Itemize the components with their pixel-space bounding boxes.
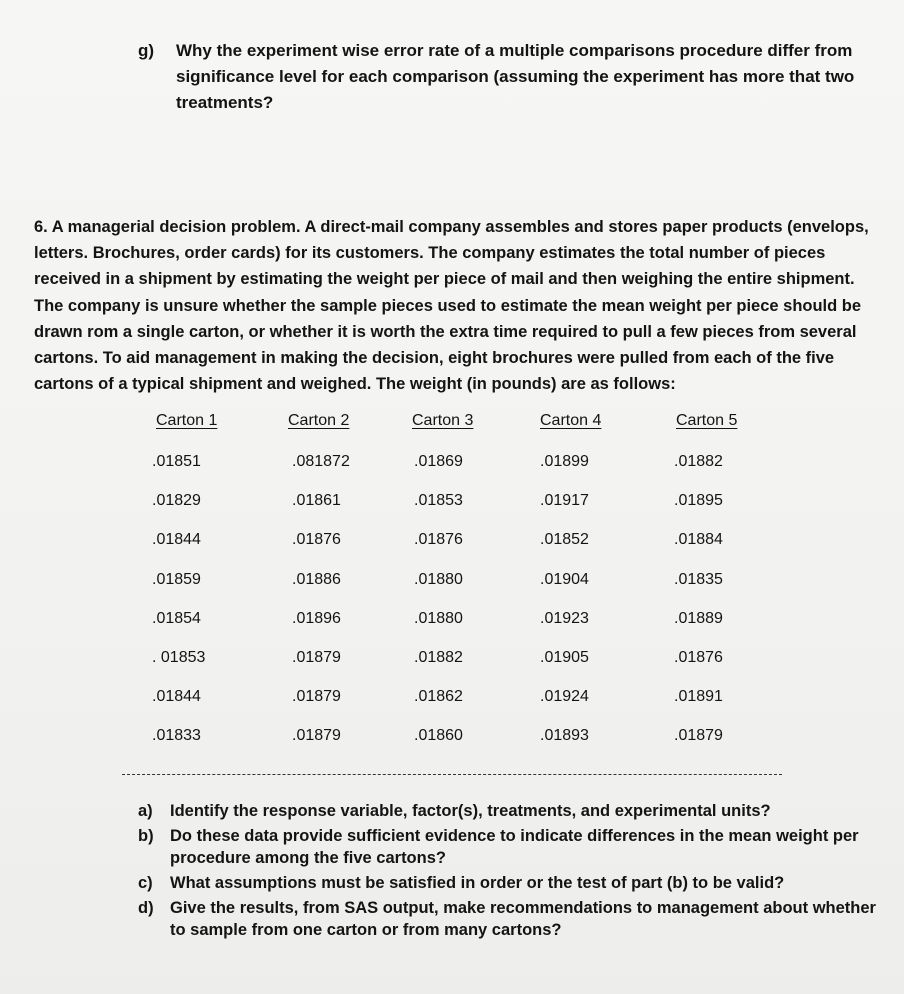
table-cell: .01853 bbox=[414, 492, 463, 510]
table-cell: .01882 bbox=[414, 648, 463, 666]
table-cell: .01917 bbox=[540, 492, 589, 510]
table-column-carton-4 bbox=[540, 412, 650, 766]
question-part-d bbox=[138, 897, 878, 941]
table-cell: .01880 bbox=[414, 570, 463, 588]
table-cell: .01844 bbox=[152, 688, 201, 706]
table-cell: .01879 bbox=[292, 648, 341, 666]
question-part-a bbox=[138, 800, 878, 822]
column-header: Carton 1 bbox=[156, 412, 218, 429]
part-text: Identify the response variable, factor(s), treatments, and experimental units? bbox=[170, 802, 771, 820]
table-cell: .01859 bbox=[152, 570, 201, 588]
table-cell: .01904 bbox=[540, 570, 589, 588]
question-6-text: 6. A managerial decision problem. A direct-mail company assembles and stores paper products (envelops, letters. Brochures, order cards) for its customers. The company estimates the total number of pieces received in a shipment by estimating the weight per piece of mail and then weighing the entire shipment. The company is unsure whether the sample pieces used to estimate the mean weight per piece should be drawn rom a single carton, or whether it is worth the extra time required to pull a few pieces from several cartons. To aid management in making the decision, eight brochures were pulled from each of the five cartons of a typical shipment and weighed. The weight (in pounds) are as follows: bbox=[34, 218, 869, 394]
column-header: Carton 5 bbox=[676, 412, 738, 429]
part-label: b) bbox=[138, 827, 154, 845]
table-cell: .01889 bbox=[674, 609, 723, 627]
part-label: c) bbox=[138, 874, 153, 892]
table-cell: .01879 bbox=[292, 688, 341, 706]
part-label: a) bbox=[138, 802, 153, 820]
table-cell: .01876 bbox=[292, 531, 341, 549]
table-cell: .01829 bbox=[152, 492, 201, 510]
table-cell: .01852 bbox=[540, 531, 589, 549]
part-text: What assumptions must be satisfied in order or the test of part (b) to be valid? bbox=[170, 874, 785, 892]
table-cell: .01880 bbox=[414, 609, 463, 627]
question-g-label: g) bbox=[138, 41, 155, 60]
table-cell: .01851 bbox=[152, 453, 201, 470]
table-cell: .01854 bbox=[152, 609, 201, 627]
question-parts bbox=[138, 800, 878, 944]
table-cell: .01886 bbox=[292, 570, 341, 588]
part-text: Do these data provide sufficient evidence to indicate differences in the mean weight per procedure among the five cartons? bbox=[170, 827, 859, 867]
table-cell: .01905 bbox=[540, 648, 589, 666]
table-cell: .01835 bbox=[674, 570, 723, 588]
table-cell: .01884 bbox=[674, 531, 723, 549]
column-header: Carton 3 bbox=[412, 412, 474, 429]
table-cell: .01844 bbox=[152, 531, 201, 549]
table-cell: .01923 bbox=[540, 609, 589, 627]
question-g-text: Why the experiment wise error rate of a multiple comparisons procedure differ from significance level for each comparison (assuming the experiment has more that two treatments? bbox=[176, 41, 855, 112]
part-text: Give the results, from SAS output, make recommendations to management about whether to sample from one carton or from many cartons? bbox=[170, 899, 876, 939]
table-cell: .01833 bbox=[152, 727, 201, 745]
table-cell: .01899 bbox=[540, 453, 589, 470]
table-column-carton-1 bbox=[152, 412, 266, 766]
table-cell: .01891 bbox=[674, 688, 723, 706]
table-cell: .01896 bbox=[292, 609, 341, 627]
table-cell: .01924 bbox=[540, 688, 589, 706]
table-cell: .01862 bbox=[414, 688, 463, 706]
table-cell: .01861 bbox=[292, 492, 341, 510]
table-cell: .01895 bbox=[674, 492, 723, 510]
table-cell: .01869 bbox=[414, 453, 463, 470]
table-cell: .01882 bbox=[674, 453, 723, 470]
column-header: Carton 4 bbox=[540, 412, 602, 429]
table-column-carton-5 bbox=[676, 412, 786, 766]
table-cell: .01879 bbox=[674, 727, 723, 745]
table-cell: .081872 bbox=[292, 453, 350, 470]
part-label: d) bbox=[138, 899, 154, 917]
table-cell: .01860 bbox=[414, 727, 463, 745]
question-part-b bbox=[138, 825, 878, 869]
dashed-divider bbox=[122, 774, 782, 775]
table-column-carton-2 bbox=[288, 412, 398, 766]
table-cell: . 01853 bbox=[152, 648, 206, 666]
table-cell: .01876 bbox=[674, 648, 723, 666]
question-g bbox=[138, 38, 868, 116]
table-cell: .01876 bbox=[414, 531, 463, 549]
table-column-carton-3 bbox=[412, 412, 522, 766]
table-cell: .01879 bbox=[292, 727, 341, 745]
column-header: Carton 2 bbox=[288, 412, 350, 429]
question-part-c bbox=[138, 872, 878, 894]
table-cell: .01893 bbox=[540, 727, 589, 745]
